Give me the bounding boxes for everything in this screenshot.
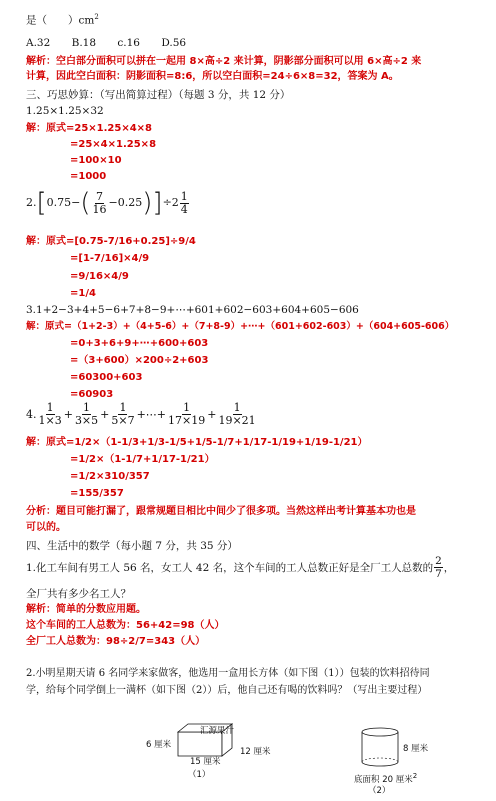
solution-step: =[1-7/16]×4/9: [70, 253, 150, 264]
solution-step: =100×10: [70, 155, 122, 166]
solution-step: =1/4: [70, 288, 96, 299]
solution-step: =（3+600）×200÷2+603: [70, 355, 209, 366]
box-label: 汇源果汁: [200, 726, 235, 736]
fraction: 1 4: [180, 189, 188, 216]
figure-caption: （1）: [188, 770, 211, 780]
solution-step: =9/16×4/9: [70, 271, 129, 282]
solution-step: =60300+603: [70, 372, 143, 383]
option-d: D.56: [161, 37, 187, 49]
solution-step: =1/2×（1-1/7+1/17-1/21）: [70, 454, 215, 465]
solution-step: =0+3+6+9+⋯+600+603: [70, 338, 209, 349]
height-label: 6 厘米: [146, 740, 172, 750]
solution-step: 解：原式=25×1.25×4×8: [26, 123, 153, 134]
fraction: $\frac{1}{3\times 5}$: [74, 401, 99, 427]
fraction: $\frac{1}{5\times 7}$: [111, 401, 135, 427]
question-4-1: 1.化工车间有男工人 56 名，女工人 42 名，这个车间的工人总数正好是全厂工人总数的 2 7 ，: [26, 555, 455, 580]
solution-step: =60903: [70, 389, 114, 400]
answer-line: 这个车间的工人总数为：56+42=98（人）: [26, 620, 225, 631]
option-b: B.18: [71, 37, 97, 49]
solution-step: =25×4×1.25×8: [70, 139, 157, 150]
fraction: $\frac{1}{17\times 19}$: [168, 401, 206, 427]
fraction: 1 1×3: [38, 401, 62, 427]
solution-step: =1/2×310/357: [70, 471, 150, 482]
options: [26, 36, 186, 50]
fraction: $\frac{1}{19\times 21}$: [218, 401, 256, 427]
problem-3: 3.1+2−3+4+5−6+7+8−9+⋯+601+602−603+604+605−606: [26, 304, 359, 316]
solution-step: 解：原式=[0.75-7/16+0.25]÷9/4: [26, 236, 196, 247]
length-label: 15 厘米: [190, 757, 221, 767]
problem-1: 1.25×1.25×32: [26, 105, 104, 117]
base-area-label: 底面积 20 厘米$^2$: [354, 772, 418, 785]
solution-step: =1000: [70, 171, 107, 182]
answer-line: 全厂工人总数为：98÷2/7=343（人）: [26, 636, 206, 647]
problem-2: 2. [ 0.75 − ( 7 16 − 0.25 ) ] ÷2 1 4: [26, 188, 188, 218]
option-c: c.16: [117, 37, 140, 49]
analysis-line: 解析：空白部分面积可以拼在一起用 8×高÷2 来计算，阴影部分面积可以用 6×高÷2 来: [26, 56, 422, 67]
analysis-line: 可以的。: [26, 522, 66, 533]
question-line: 全厂共有多少名工人？: [26, 588, 131, 600]
solution-step: =155/357: [70, 488, 124, 499]
analysis-line: 解析：简单的分数应用题。: [26, 604, 146, 615]
problem-4: 4. 1 1×3 + $\frac{1}{3\times 5}$ + $\frac{1}{5\times 7}$ +⋯+ $\frac{1}{17\times 19}$ + $\frac{1}{19\times 21}$: [26, 401, 256, 427]
question-line: 2.小明星期天请 6 名同学来家做客，他选用一盒用长方体（如下图（1））包装的饮料招待同: [26, 668, 430, 679]
fraction: 7 16: [92, 189, 107, 216]
option-a: A.32: [26, 37, 51, 49]
cup-figure: [360, 726, 404, 770]
analysis-line: 计算，因此空白面积：阴影面积=8:6，所以空白面积=24÷6×8=32，答案为 A。: [26, 71, 399, 82]
figure-caption: （2）: [368, 786, 391, 796]
width-label: 12 厘米: [240, 747, 271, 757]
section-title: 四、生活中的数学（每小题 7 分，共 35 分）: [26, 540, 238, 552]
solution-step: 解：原式=1/2×（1-1/3+1/3-1/5+1/5-1/7+1/17-1/19+1/19-1/21）: [26, 437, 368, 448]
section-title: 三、巧思妙算：（写出简算过程）（每题 3 分，共 12 分）: [26, 89, 291, 101]
solution-step: 解：原式=（1+2-3）+（4+5-6）+（7+8-9）+⋯+（601+602-603）+（604+605-606）: [26, 321, 455, 332]
question-line: 学，给每个同学倒上一满杯（如下图（2））后，他自己还有喝的饮料吗？（写出主要过程）: [26, 685, 428, 696]
fraction: 2 7: [435, 555, 442, 580]
question-tail: 是（ ）$cm^2$: [26, 13, 99, 27]
height-label: 8 厘米: [403, 744, 429, 754]
analysis-line: 分析：题目可能打漏了，跟常规题目相比中间少了很多项。当然这样出考计算基本功也是: [26, 506, 416, 517]
